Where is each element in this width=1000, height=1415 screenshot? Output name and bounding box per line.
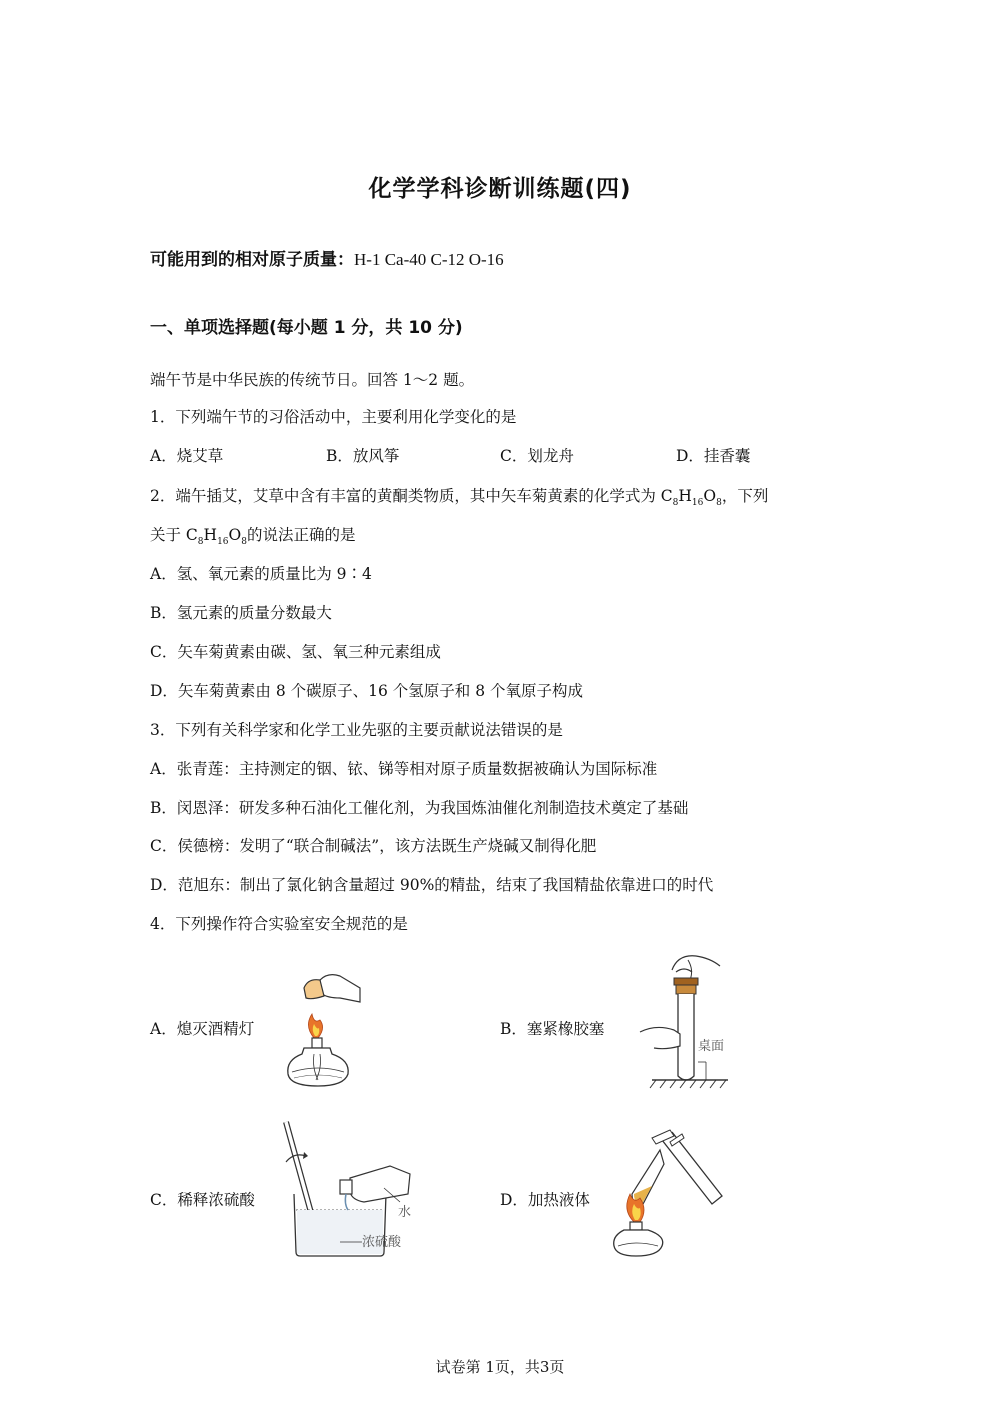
heating-figure bbox=[612, 1124, 728, 1258]
q2-option-d: D．矢车菊黄素由 8 个碳原子、16 个氢原子和 8 个氧原子构成 bbox=[150, 682, 584, 700]
acid-label: 浓硫酸 bbox=[362, 1235, 402, 1250]
formula-sub: 8 bbox=[716, 498, 722, 509]
q4-option-c: C．稀释浓硫酸 bbox=[150, 1191, 255, 1209]
q2-stem-part: 的说法正确的是 bbox=[246, 526, 356, 544]
q1-option-b: B．放风筝 bbox=[326, 447, 400, 465]
q2-stem-part: ，下列 bbox=[721, 487, 769, 505]
q2-option-b: B．氢元素的质量分数最大 bbox=[150, 604, 332, 622]
q2-stem-part: 关于 C bbox=[150, 526, 198, 544]
q3-option-a: A．张青莲：主持测定的铟、铱、锑等相对原子质量数据被确认为国际标准 bbox=[150, 760, 658, 778]
water-label: 水 bbox=[398, 1205, 412, 1220]
stopper-figure bbox=[636, 950, 746, 1090]
q2-stem-line1 bbox=[150, 484, 768, 508]
page-footer: 试卷第 1页，共3页 bbox=[435, 1358, 565, 1376]
formula-element: O bbox=[228, 526, 242, 544]
atomic-mass-values: H-1 Ca-40 C-12 O-16 bbox=[354, 250, 504, 269]
q4-option-d: D．加热液体 bbox=[500, 1191, 590, 1209]
q4-option-a: A．熄灭酒精灯 bbox=[150, 1020, 255, 1038]
q1-option-a: A．烧艾草 bbox=[150, 447, 224, 465]
q2-stem-part: 2．端午插艾，艾草中含有丰富的黄酮类物质，其中矢车菊黄素的化学式为 C bbox=[150, 487, 673, 505]
q3-option-d: D．范旭东：制出了氯化钠含量超过 90%的精盐，结束了我国精盐依靠进口的时代 bbox=[150, 876, 714, 894]
formula-sub: 8 bbox=[197, 537, 204, 548]
q4-option-b: B．塞紧橡胶塞 bbox=[500, 1020, 605, 1038]
q2-option-a: A．氢、氧元素的质量比为 9∶4 bbox=[150, 565, 372, 583]
formula-element: H bbox=[678, 487, 692, 505]
q4-stem: 4．下列操作符合实验室安全规范的是 bbox=[150, 915, 408, 933]
formula-sub: 16 bbox=[217, 537, 229, 548]
alcohol-lamp-figure bbox=[278, 968, 378, 1092]
q3-stem: 3．下列有关科学家和化学工业先驱的主要贡献说法错误的是 bbox=[150, 721, 563, 739]
q1-option-d: D．挂香囊 bbox=[676, 447, 751, 465]
q3-option-c: C．侯德榜：发明了“联合制碱法”，该方法既生产烧碱又制得化肥 bbox=[150, 837, 597, 855]
formula-element: O bbox=[703, 487, 717, 505]
section-heading: 一、单项选择题(每小题 1 分，共 10 分) bbox=[150, 318, 463, 338]
q2-stem-line2 bbox=[150, 523, 355, 547]
q1-stem: 1．下列端午节的习俗活动中，主要利用化学变化的是 bbox=[150, 408, 517, 426]
formula-element: H bbox=[203, 526, 218, 544]
dilution-figure bbox=[280, 1118, 420, 1260]
desk-label: 桌面 bbox=[698, 1039, 725, 1054]
atomic-mass-label: 可能用到的相对原子质量： bbox=[150, 250, 354, 270]
formula-sub: 16 bbox=[691, 498, 704, 509]
atomic-mass-line bbox=[150, 245, 504, 270]
q1-option-c: C．划龙舟 bbox=[500, 447, 574, 465]
formula-sub: 8 bbox=[241, 537, 247, 548]
q3-option-b: B．闵恩泽：研发多种石油化工催化剂，为我国炼油催化剂制造技术奠定了基础 bbox=[150, 799, 689, 817]
page-title: 化学学科诊断训练题(四) bbox=[368, 176, 632, 202]
intro-text: 端午节是中华民族的传统节日。回答 1～2 题。 bbox=[150, 371, 475, 389]
formula-sub: 8 bbox=[672, 498, 679, 509]
q2-option-c: C．矢车菊黄素由碳、氢、氧三种元素组成 bbox=[150, 643, 441, 661]
